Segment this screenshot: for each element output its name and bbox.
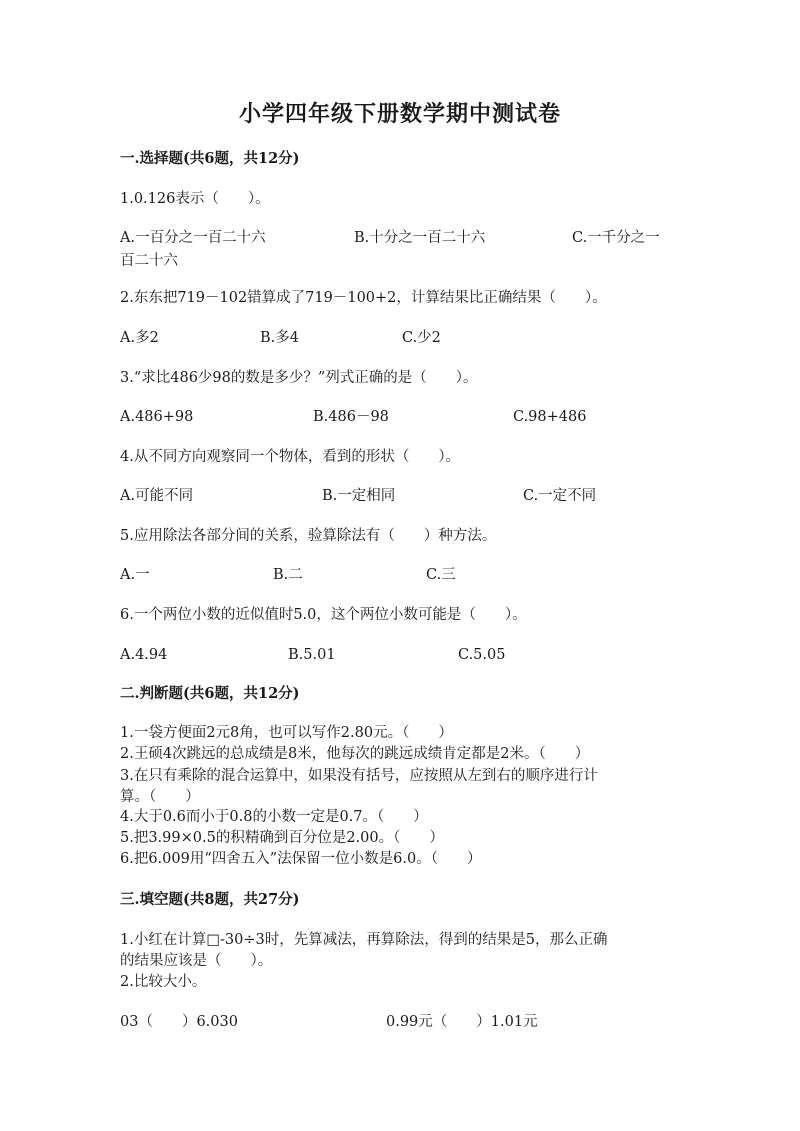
option-b: B.486－98 xyxy=(313,409,389,425)
judgement-item: 4.大于0.6而小于0.8的小数一定是0.7。（ ） xyxy=(120,809,428,825)
option-a: A.486+98 xyxy=(120,409,194,425)
judgement-item: 6.把6.009用“四舍五入”法保留一位小数是6.0。（ ） xyxy=(120,851,482,867)
section-heading-fill: 三.填空题(共8题，共27分) xyxy=(120,891,300,908)
question-stem: 5.应用除法各部分间的关系，验算除法有（ ）种方法。 xyxy=(120,528,497,544)
option-c: C.一定不同 xyxy=(523,488,597,504)
option-b: B.一定相同 xyxy=(322,488,396,504)
judgement-item: 5.把3.99×0.5的积精确到百分位是2.00。（ ） xyxy=(120,830,444,846)
option-a: A.一百分之一百二十六 xyxy=(120,230,266,246)
option-b: B.5.01 xyxy=(288,647,336,663)
judgement-item-continued: 算。（ ） xyxy=(120,789,200,805)
option-b: B.十分之一百二十六 xyxy=(354,230,486,246)
question-stem: 2.东东把719－102错算成了719－100+2，计算结果比正确结果（ ）。 xyxy=(120,290,607,306)
section-heading-judgement: 二.判断题(共6题，共12分) xyxy=(120,685,300,702)
option-c: C.三 xyxy=(426,567,456,583)
option-c-continued: 百二十六 xyxy=(120,253,178,269)
page-title: 小学四年级下册数学期中测试卷 xyxy=(238,101,561,127)
option-c: C.5.05 xyxy=(458,647,506,663)
option-b: B.二 xyxy=(273,567,303,583)
judgement-item: 3.在只有乘除的混合运算中，如果没有括号，应按照从左到右的顺序进行计 xyxy=(120,768,598,784)
fill-question-line: 1.小红在计算□-30÷3时，先算减法，再算除法，得到的结果是5，那么正确 xyxy=(120,932,608,948)
option-b: B.多4 xyxy=(260,330,299,346)
question-stem: 3.“求比486少98的数是多少？”列式正确的是（ ）。 xyxy=(120,370,478,386)
judgement-item: 2.王硕4次跳远的总成绩是8米，他每次的跳远成绩肯定都是2米。（ ） xyxy=(120,746,590,762)
option-c: C.98+486 xyxy=(513,409,587,425)
question-stem: 4.从不同方向观察同一个物体，看到的形状（ ）。 xyxy=(120,449,461,465)
question-stem: 1.0.126表示（ ）。 xyxy=(120,191,270,207)
option-a: A.一 xyxy=(120,567,150,583)
compare-right: 0.99元（ ）1.01元 xyxy=(386,1014,538,1030)
section-heading-choice: 一.选择题(共6题，共12分) xyxy=(120,150,300,167)
option-a: A.可能不同 xyxy=(120,488,194,504)
judgement-item: 1.一袋方便面2元8角，也可以写作2.80元。（ ） xyxy=(120,725,453,741)
option-a: A.多2 xyxy=(120,330,159,346)
option-c: C.少2 xyxy=(402,330,441,346)
fill-question-line: 的结果应该是（ ）。 xyxy=(120,953,273,969)
question-stem: 6.一个两位小数的近似值时5.0，这个两位小数可能是（ ）。 xyxy=(120,607,527,623)
compare-left: 03（ ）6.030 xyxy=(120,1014,238,1030)
option-a: A.4.94 xyxy=(120,647,168,663)
fill-question: 2.比较大小。 xyxy=(120,974,207,990)
option-c: C.一千分之一 xyxy=(572,230,660,246)
